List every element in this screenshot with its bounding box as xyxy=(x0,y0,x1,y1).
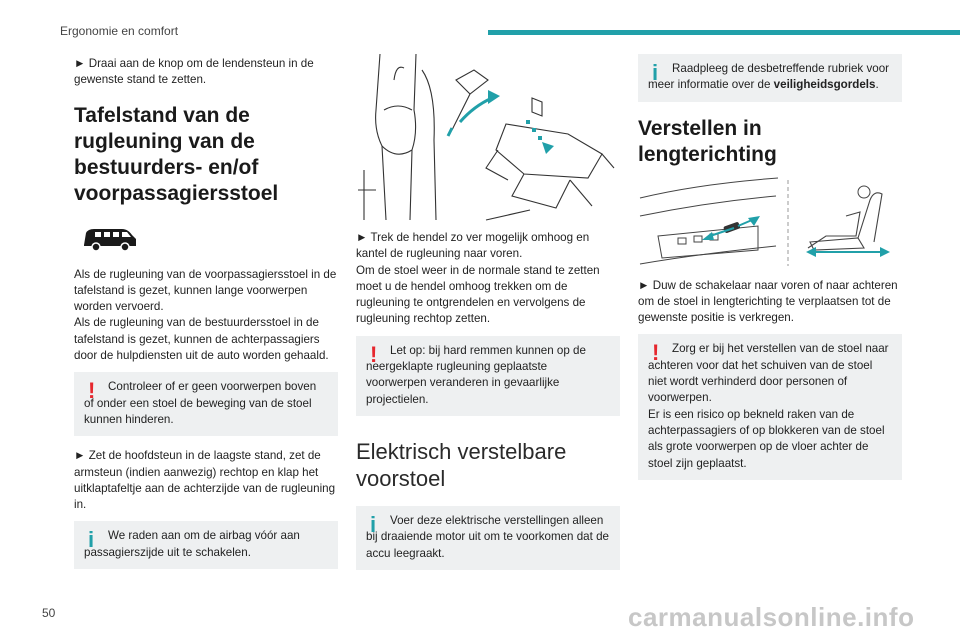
instruction-headrest: ► Zet de hoofdsteun in de laagste stand, zet de armsteun (indien aanwezig) rechtop en klap het uitklaptafeltje aan de achterzijde van de rugleuning in. xyxy=(74,448,338,513)
section-header: Ergonomie en comfort xyxy=(60,24,179,38)
instruction-switch: ► Duw de schakelaar naar voren of naar achteren om de stoel in lengterichting te verplaatsen tot de gewenste positie is verkregen. xyxy=(638,278,902,327)
seat-fold-illustration xyxy=(356,50,620,224)
column-3 xyxy=(638,54,902,480)
warning-icon: ! xyxy=(652,340,660,366)
warning-icon: ! xyxy=(88,378,96,404)
warning-text: Let op: bij hard remmen kunnen op de neergeklapte rugleuning geplaatste voorwerpen veranderen in gevaarlijke projectielen. xyxy=(366,343,586,406)
info-box xyxy=(74,521,338,569)
page-number: 50 xyxy=(42,606,56,620)
paragraph-driver: Als de rugleuning van de bestuurdersstoel in de tafelstand is gezet, kunnen de achterpassagiers door de hulpdiensten uit de auto worden gehaald. xyxy=(74,316,329,363)
info-icon: i xyxy=(370,511,377,537)
watermark: carmanualsonline.info xyxy=(628,602,915,632)
warning-box xyxy=(356,336,620,416)
warning-text-1: Zorg er bij het verstellen van de stoel naar achteren voor dat het schuiven van de stoel niet wordt verhinderd door personen of voorwerpen. xyxy=(648,342,889,405)
warning-box xyxy=(638,334,902,479)
instruction-lumbar: ► Draai aan de knop om de lendensteun in de gewenste stand te zetten. xyxy=(74,56,338,89)
info-link-bold: veiligheidsgordels xyxy=(773,78,876,92)
info-text: Raadpleeg de desbetreffende rubriek voor meer informatie over de veiligheidsgordels. xyxy=(648,62,889,92)
warning-text: Controleer of er geen voorwerpen boven of onder een stoel de beweging van de stoel kunnen hinderen. xyxy=(84,380,317,426)
seat-adjust-illustration xyxy=(638,176,902,268)
instruction-lever: ► Trek de hendel zo ver mogelijk omhoog en kantel de rugleuning naar voren. xyxy=(356,230,620,263)
paragraph-passenger: Als de rugleuning van de voorpassagiersstoel in de tafelstand is gezet, kunnen lange voorwerpen worden vervoerd. xyxy=(74,267,337,314)
heading-electric-seat: Elektrisch verstelbare voorstoel xyxy=(356,438,567,491)
warning-icon: ! xyxy=(370,341,378,367)
paragraph-restore: Om de stoel weer in de normale stand te zetten moet u de hendel omhoog trekken om de rugleuning te ontgrendelen en vervolgens de rugleuning rechtop zetten. xyxy=(356,263,600,326)
heading-table-position: Tafelstand van de rugleuning van de bestuurders- en/of voorpassagiersstoel xyxy=(74,103,279,205)
info-text: We raden aan om de airbag vóór aan passagierszijde uit te schakelen. xyxy=(84,529,300,559)
info-box xyxy=(638,54,902,102)
van-icon xyxy=(82,225,338,253)
column-1 xyxy=(74,56,338,569)
warning-text-2: Er is een risico op bekneld raken van de achterpassagiers of op blokkeren van de stoel als grote voorwerpen op de vloer achter de stoel zijn geplaatst. xyxy=(648,407,885,470)
info-icon: i xyxy=(652,60,659,85)
info-box xyxy=(356,506,620,570)
header-accent-bar xyxy=(488,30,960,35)
column-2 xyxy=(356,50,620,570)
warning-box xyxy=(74,372,338,436)
info-text: Voer deze elektrische verstellingen alleen bij draaiende motor uit om te voorkomen dat de accu leegraakt. xyxy=(366,513,609,560)
info-icon: i xyxy=(88,527,95,553)
heading-longitudinal: Verstellen in lengterichting xyxy=(638,116,777,166)
